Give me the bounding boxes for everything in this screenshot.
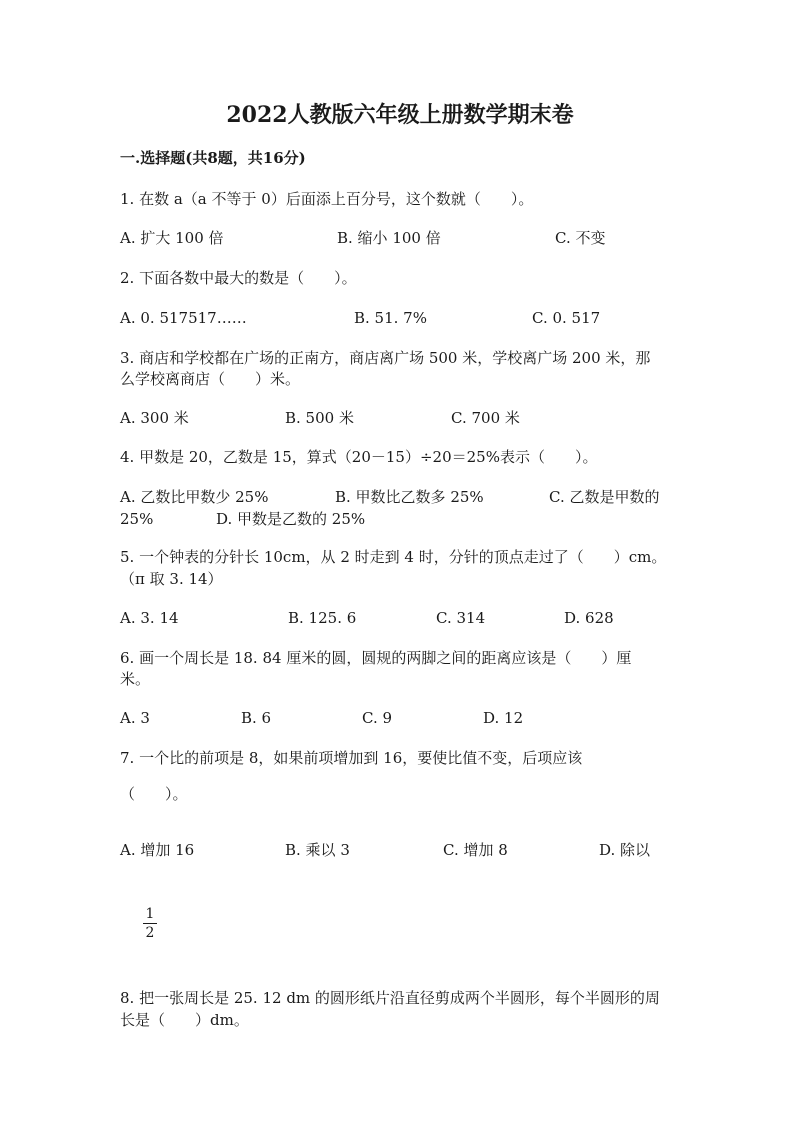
question-5-option-c: C. 314	[436, 609, 486, 627]
question-7-option-c: C. 增加 8	[443, 841, 508, 859]
question-3-line-2: 么学校离商店（ ）米。	[120, 370, 301, 388]
question-8-line-1: 8. 把一张周长是 25. 12 dm 的圆形纸片沿直径剪成两个半圆形，每个半圆形的周	[120, 989, 660, 1007]
question-7-line-2: （ ）。	[120, 785, 188, 803]
question-4-option-a: A. 乙数比甲数少 25%	[120, 488, 269, 506]
question-7-line-1: 7. 一个比的前项是 8，如果前项增加到 16，要使比值不变，后项应该	[120, 749, 583, 767]
question-4-line-1: 4. 甲数是 20，乙数是 15，算式（20－15）÷20＝25%表示（ ）。	[120, 448, 598, 466]
question-6-line-1: 6. 画一个周长是 18. 84 厘米的圆，圆规的两脚之间的距离应该是（ ）厘	[120, 649, 632, 667]
question-2-line-1: 2. 下面各数中最大的数是（ ）。	[120, 269, 357, 287]
question-4-option-c: C. 乙数是甲数的	[549, 488, 660, 506]
question-5-line-2: （π 取 3. 14）	[120, 570, 223, 588]
question-7-option-d: D. 除以	[599, 841, 651, 859]
question-8-line-2: 长是（ ）dm。	[120, 1011, 249, 1029]
question-3-option-b: B. 500 米	[285, 409, 354, 427]
section-heading: 一.选择题(共8题，共16分)	[120, 149, 306, 167]
fraction-bar	[143, 923, 157, 924]
question-5-option-b: B. 125. 6	[288, 609, 357, 627]
question-7-option-b: B. 乘以 3	[285, 841, 350, 859]
page-title: 2022人教版六年级上册数学期末卷	[226, 102, 574, 128]
question-4-option-d: D. 甲数是乙数的 25%	[216, 510, 366, 528]
fraction-one-half	[143, 906, 157, 941]
question-7-option-a: A. 增加 16	[120, 841, 195, 859]
question-5-option-a: A. 3. 14	[120, 609, 179, 627]
fraction-numerator: 1	[145, 906, 155, 922]
question-6-option-b: B. 6	[241, 709, 272, 727]
question-6-line-2: 米。	[120, 670, 151, 688]
fraction-denominator: 2	[145, 925, 155, 941]
question-1-option-b: B. 缩小 100 倍	[337, 229, 441, 247]
question-1-line-1: 1. 在数 a（a 不等于 0）后面添上百分号，这个数就（ ）。	[120, 190, 534, 208]
question-2-option-a: A. 0. 517517……	[120, 309, 247, 327]
question-1-option-a: A. 扩大 100 倍	[120, 229, 224, 247]
question-3-line-1: 3. 商店和学校都在广场的正南方，商店离广场 500 米，学校离广场 200 米，那	[120, 349, 651, 367]
question-3-option-c: C. 700 米	[451, 409, 520, 427]
question-1-option-c: C. 不变	[555, 229, 606, 247]
question-6-option-a: A. 3	[120, 709, 150, 727]
question-2-option-c: C. 0. 517	[532, 309, 601, 327]
question-4-option-c-cont: 25%	[120, 510, 154, 528]
question-3-option-a: A. 300 米	[120, 409, 189, 427]
question-4-option-b: B. 甲数比乙数多 25%	[335, 488, 484, 506]
question-6-option-d: D. 12	[483, 709, 524, 727]
question-2-option-b: B. 51. 7%	[354, 309, 427, 327]
question-6-option-c: C. 9	[362, 709, 393, 727]
question-5-option-d: D. 628	[564, 609, 614, 627]
question-5-line-1: 5. 一个钟表的分针长 10cm，从 2 时走到 4 时，分针的顶点走过了（ ）cm。	[120, 548, 667, 566]
